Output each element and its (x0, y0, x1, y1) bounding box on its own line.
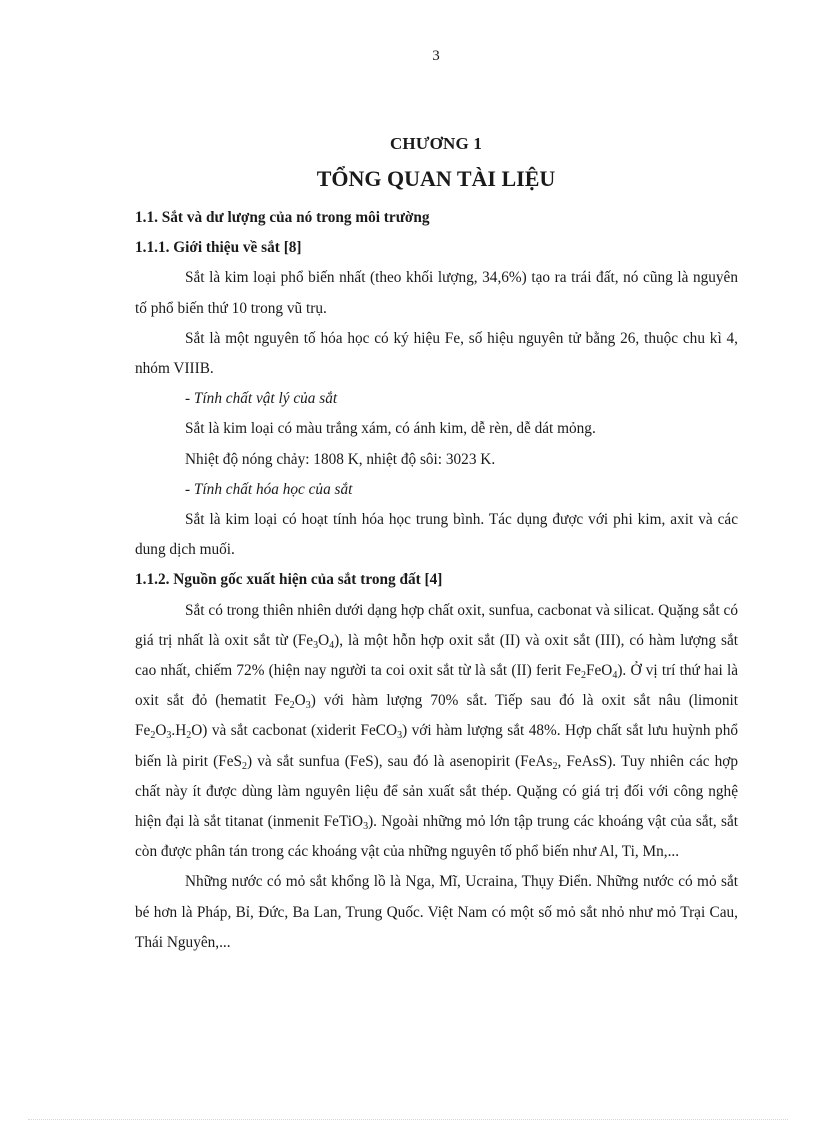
section-heading-1-1-2: 1.1.2. Nguồn gốc xuất hiện của sắt trong đất [4] (135, 571, 443, 589)
paragraph-chemical-reactivity: Sắt là kim loại có hoạt tính hóa học trung bình. Tác dụng được với phi kim, axit và các dung dịch muối. (135, 511, 738, 559)
paragraph-iron-mines: Những nước có mỏ sắt khổng lồ là Nga, Mĩ, Ucraina, Thụy Điển. Những nước có mỏ sắt bé hơn là Pháp, Bỉ, Đức, Ba Lan, Trung Quốc. Việt Nam có một số mỏ sắt nhỏ như mỏ Trại Cau, Thái Nguyên,... (135, 873, 738, 951)
physical-properties-heading: - Tính chất vật lý của sắt (185, 390, 338, 408)
bottom-divider (28, 1119, 788, 1120)
section-heading-1-1-1: 1.1.1. Giới thiệu về sắt [8] (135, 239, 302, 257)
paragraph-iron-abundance: Sắt là kim loại phổ biến nhất (theo khối lượng, 34,6%) tạo ra trái đất, nó cũng là nguyên tố phổ biến thứ 10 trong vũ trụ. (135, 269, 738, 317)
chemical-properties-heading: - Tính chất hóa học của sắt (185, 480, 353, 498)
paragraph-iron-element: Sắt là một nguyên tố hóa học có ký hiệu Fe, số hiệu nguyên tử bằng 26, thuộc chu kì 4, nhóm VIIIB. (135, 329, 738, 378)
paragraph-physical-appearance: Sắt là kim loại có màu trắng xám, có ánh kim, dễ rèn, dễ dát mỏng. (185, 420, 596, 438)
document-body (135, 203, 738, 958)
chapter-label: CHƯƠNG 1 (389, 134, 483, 153)
section-heading-1-1: 1.1. Sắt và dư lượng của nó trong môi trường (135, 209, 430, 226)
paragraph-melting-boiling-points: Nhiệt độ nóng chảy: 1808 K, nhiệt độ sôi: 3023 K. (185, 450, 496, 468)
page-number: 3 (432, 48, 440, 64)
paragraph-iron-ores: Sắt có trong thiên nhiên dưới dạng hợp chất oxit, sunfua, cacbonat và silicat. Quặng sắt có giá trị nhất là oxit sắt từ $(Fe_3O_4)$, là một hỗn hợp oxit sắt (II) và oxit sắt (III), có hàm lượng sắt cao nhất, chiếm 72% (hiện nay người ta coi oxit sắt từ là sắt (II) ferit $Fe_2FeO_4$). Ở vị trí thứ hai là oxit sắt đỏ (hematit $Fe_2O_3$) với hàm lượng 70% sắt. Tiếp sau đó là oxit sắt nâu (limonit $Fe_2O_3.H_2O$) và sắt cacbonat (xiderit FeCO$_3$) với hàm lượng sắt 48%. Hợp chất sắt lưu huỳnh phổ biến là pirit (FeS$_2$) và sắt sunfua (FeS), sau đó là asenopirit (FeAs$_2$, FeAsS). Tuy nhiên các hợp chất này ít được dùng làm nguyên liệu để sản xuất sắt thép. Quặng có giá trị đối với công nghệ hiện đại là sắt titanat (inmenit FeTiO$_3$). Ngoài những mỏ lớn tập trung các khoáng vật của sắt, sắt còn được phân tán trong các khoáng vật của những nguyên tố phổ biến như Al, Ti, Mn,... (135, 601, 739, 861)
chapter-title: TỔNG QUAN TÀI LIỆU (316, 166, 556, 191)
